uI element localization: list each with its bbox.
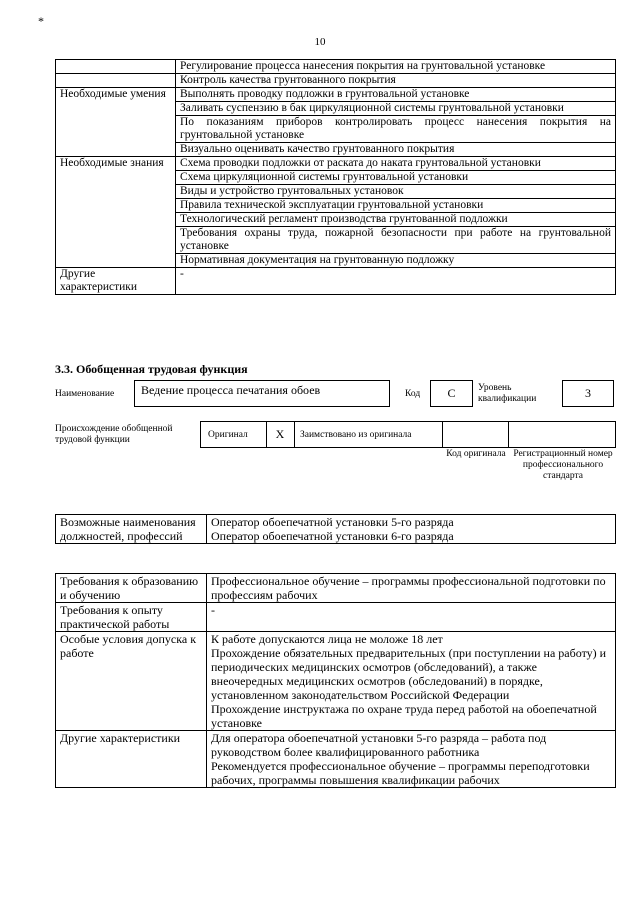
table-row — [56, 157, 616, 171]
table-row — [56, 603, 616, 632]
table-row — [56, 731, 616, 788]
divider — [294, 422, 295, 447]
blank-cell — [56, 60, 176, 74]
skill-cell: По показаниям приборов контролировать процесс нанесения покрытия на грунтовальной установке — [176, 116, 616, 143]
labor-function-table — [55, 59, 616, 295]
original-mark: X — [275, 427, 285, 441]
positions-table — [55, 514, 616, 544]
position-item: Оператор обоепечатной установки 6-го разряда — [211, 529, 454, 543]
other-characteristics-values — [207, 731, 616, 788]
knowledge-cell: Схема циркуляционной системы грунтовальной установки — [176, 171, 616, 185]
experience-value: - — [207, 603, 616, 632]
table-row — [56, 574, 616, 603]
table-row — [56, 515, 616, 544]
blank-cell — [56, 74, 176, 88]
code-value: C — [430, 380, 473, 407]
code-label: Код — [405, 389, 421, 399]
table-row — [56, 632, 616, 731]
condition-item: Прохождение обязательных предварительных (при поступлении на работу) и периодических медицинских осмотров (обследований), а также внеочередных медицинских осмотров (обследований) в порядке, установленном законодательством Российской Федерации — [211, 646, 607, 702]
requirements-table — [55, 573, 616, 788]
other-item: Для оператора обоепечатной установки 5-го разряда – работа под руководством более квалифицированного работника — [211, 731, 547, 759]
experience-label: Требования к опыту практической работы — [56, 603, 207, 632]
conditions-values — [207, 632, 616, 731]
condition-item: Прохождение инструктажа по охране труда перед работой на обоепечатной установке — [211, 702, 597, 730]
knowledge-cell: Правила технической эксплуатации грунтовальной установки — [176, 199, 616, 213]
table-row — [56, 268, 616, 295]
action-cell: Контроль качества грунтованного покрытия — [176, 74, 616, 88]
table-row — [56, 60, 616, 74]
code-of-original-label: Код оригинала — [446, 449, 506, 459]
other-characteristics-label: Другие характеристики — [56, 731, 207, 788]
positions-label: Возможные наименования должностей, профессий — [56, 515, 207, 544]
action-cell: Регулирование процесса нанесения покрытия на грунтовальной установке — [176, 60, 616, 74]
divider — [266, 422, 267, 447]
table-row — [56, 88, 616, 102]
level-value: 3 — [562, 380, 614, 407]
section-title: 3.3. Обобщенная трудовая функция — [55, 362, 248, 376]
knowledge-cell: Нормативная документация на грунтованную подложку — [176, 254, 616, 268]
other-value: - — [176, 268, 616, 295]
divider — [508, 422, 509, 447]
knowledge-label: Необходимые знания — [56, 157, 176, 268]
borrowed-label: Заимствовано из оригинала — [300, 430, 412, 440]
knowledge-cell: Технологический регламент производства грунтованной подложки — [176, 213, 616, 227]
table-row — [56, 74, 616, 88]
education-value: Профессиональное обучение – программы профессиональной подготовки по профессиям рабочих — [207, 574, 616, 603]
knowledge-cell: Требования охраны труда, пожарной безопасности при работе на грунтовальной установке — [176, 227, 616, 254]
name-value: Ведение процесса печатания обоев — [134, 380, 390, 407]
skills-label: Необходимые умения — [56, 88, 176, 157]
skill-cell: Выполнять проводку подложки в грунтовальной установке — [176, 88, 616, 102]
positions-values — [207, 515, 616, 544]
knowledge-cell: Схема проводки подложки от раската до наката грунтовальной установки — [176, 157, 616, 171]
level-label: Уровень квалификации — [478, 383, 537, 404]
corner-mark: * — [38, 14, 44, 28]
condition-item: К работе допускаются лица не моложе 18 лет — [211, 632, 443, 646]
reg-number-label: Регистрационный номер профессионального стандарта — [513, 449, 613, 481]
name-label: Наименование — [55, 389, 115, 399]
education-label: Требования к образованию и обучению — [56, 574, 207, 603]
knowledge-cell: Виды и устройство грунтовальных установок — [176, 185, 616, 199]
skill-cell: Визуально оценивать качество грунтованного покрытия — [176, 143, 616, 157]
position-item: Оператор обоепечатной установки 5-го разряда — [211, 515, 454, 529]
original-label: Оригинал — [208, 430, 248, 440]
divider — [442, 422, 443, 447]
page-number: 10 — [314, 36, 326, 48]
other-label: Другие характеристики — [56, 268, 176, 295]
conditions-label: Особые условия допуска к работе — [56, 632, 207, 731]
skill-cell: Заливать суспензию в бак циркуляционной системы грунтовальной установки — [176, 102, 616, 116]
origin-label: Происхождение обобщенной трудовой функции — [55, 424, 173, 445]
other-item: Рекомендуется профессиональное обучение – программы переподготовки рабочих, программы повышения квалификации рабочих — [211, 759, 590, 787]
